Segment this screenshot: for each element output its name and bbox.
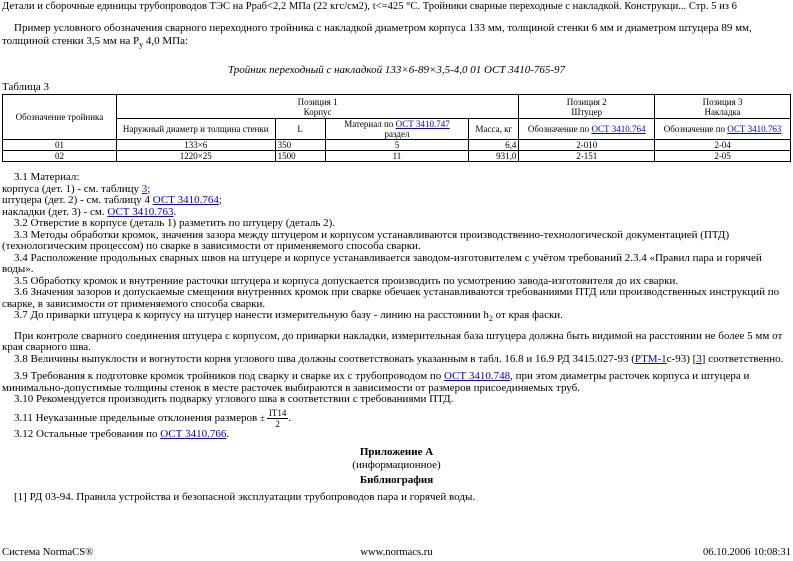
table-header-row-2 [3,119,791,140]
item-3-8 [2,354,793,366]
header-position-2 [519,95,655,119]
cell-mass: 6,4 [469,140,519,151]
header-designation-pos2 [519,119,655,140]
bibliography-entry-1: [1] РД 03-94. Правила устройства и безопасной эксплуатации трубопроводов пара и горячей воды. [14,491,476,504]
intro-subscript: у [139,40,144,50]
item-3-1-c-text: накладки (дет. 3) - см. [2,205,108,218]
item-3-7-subscript: 2 [488,314,493,324]
header-title: Детали и сборочные единицы трубопроводов ТЭС на Рраб<2,2 МПа (22 кгс/см2), t<=425 °С. Тройники сварные переходные с накладкой. Конструкци... [2,1,687,12]
page-header [2,0,791,14]
intro-paragraph-cont [0,35,793,51]
cell-length: 1500 [275,151,325,162]
ost-3410-764-link[interactable]: ОСТ 3410.764 [591,124,646,135]
header-position-1 [116,95,518,119]
item-3-12-text: 3.12 Остальные требования по [14,427,161,440]
item-3-11-text: 3.11 Неуказанные предельные отклонения размеров [14,411,258,424]
cell-position-3: 2-04 [655,140,791,151]
tolerance-numerator: IT14 [268,407,287,418]
cell-position-3: 2-05 [655,151,791,162]
header-material-label: Материал по [344,119,396,130]
ost-3410-764-text-link[interactable]: ОСТ 3410.764 [152,194,219,207]
header-length: L [275,119,325,140]
item-3-2: 3.2 Отверстие в корпусе (деталь 1) разметить по штуцеру (деталь 2). [14,217,336,230]
designation-example: Тройник переходный с накладкой 133×6-89×3,5-4,0 01 ОСТ 3410-765-97 [227,64,566,77]
footer-website: www.normacs.ru [360,547,433,558]
item-3-9-post: , при этом диаметры расточек корпуса и штуцера и минимально-допустимые толщины стенок в месте расточек выбираются в зависимости от размеров присоединяемых труб. [2,370,750,394]
ost-3410-748-link[interactable]: ОСТ 3410.748 [444,370,511,383]
table-row [3,140,791,151]
annex-subtitle: (информационное) [352,459,441,472]
item-3-9-text: 3.9 Требования к подготовке кромок тройников под сварку и сварке их с трубопроводом по [14,370,444,383]
tolerance-fraction [267,407,292,429]
header-position-2-sub: Штуцер [571,106,603,117]
reference-3-link[interactable]: 3 [696,352,702,365]
item-3-7-control [2,331,793,354]
header-position-1-label: Позиция 1 [297,96,338,107]
ost-3410-763-text-link[interactable]: ОСТ 3410.763 [107,205,174,218]
item-3-3-text: 3.3 Методы обработки кромок, значения зазора между штуцером и корпусом устанавливаются производственно-технологической документацией (ПТД) (технологическим процессом) по сварке в зависимости от применяемого способа сварки. [2,228,730,253]
item-3-4-text: 3.4 Расположение продольных сварных швов на штуцере и корпусе устанавливается заводом-изготовителем с учётом требований 2.3.4 «Правил пара и горячей воды». [2,251,762,276]
item-3-12-post: . [226,427,230,440]
document-body [0,22,793,504]
header-material-sub: раздел [384,129,410,140]
table-caption: Таблица 3 [2,81,50,94]
header-position-3 [655,95,791,119]
header-diameter: Наружный диаметр и толщина стенки [116,119,275,140]
item-3-8-text: 3.8 Величины выпуклости и вогнутости корня углового шва должны соответствовать указанным в табл. 16.8 и 16.9 РД 3415.027-93 ( [14,352,635,365]
item-3-4 [2,253,793,276]
item-3-8-post: ] соответственно. [701,352,784,365]
cell-position-2: 2-010 [519,140,655,151]
intro-text-b: толщиной стенки 3,5 мм на Р [2,35,140,47]
cell-section: 11 [325,151,469,162]
item-3-1-c-post: . [173,205,177,218]
intro-paragraph [0,22,793,35]
item-3-7 [14,310,793,325]
item-3-10: 3.10 Рекомендуется производить подварку углового шва в соответствии с требованиями ПТД. [14,393,454,406]
item-3-1-a-post: ; [147,182,151,195]
item-3-7-control-text: При контроле сварного соединения штуцера с корпусом, до приварки накладки, измерительная база штуцера должна быть видимой на расстоянии не более 5 мм от края сварного шва. [2,329,783,354]
table-header-row-1 [3,95,791,119]
item-3-8-mid: с-93) [ [666,352,697,365]
rtm-1-link[interactable]: РТМ-1 [634,352,667,365]
header-page-number: Стр. 5 из 6 [688,1,737,12]
cell-designation: 01 [3,140,117,151]
header-position-1-sub: Корпус [303,106,332,117]
header-designation-pos2-label: Обозначение по [527,124,592,135]
header-mass: Масса, кг [469,119,519,140]
cell-diameter: 133×6 [116,140,275,151]
header-designation-pos3-label: Обозначение по [663,124,728,135]
item-3-3 [2,230,793,253]
tolerance-denominator: 2 [275,418,280,429]
item-3-12 [14,429,793,441]
spec-table [2,94,791,162]
item-3-9 [2,371,793,394]
cell-mass: 931,0 [469,151,519,162]
annex-title: Приложение А [359,446,434,459]
bibliography-heading: Библиография [359,474,434,487]
footer-system: Система NormaCS® [2,547,94,558]
item-3-1-b-text: штуцера (дет. 2) - см. таблицу 4 [2,194,153,207]
ost-3410-763-link[interactable]: ОСТ 3410.763 [727,124,782,135]
item-3-11-plus-minus: ± [259,412,265,423]
intro-text-a: Пример условного обозначения сварного переходного тройника с накладкой диаметром корпуса 133 мм, толщиной стенки 6 мм и диаметром штуцера 89 мм, [14,22,752,34]
item-3-5: 3.5 Обработку кромок и внутренние расточки штуцера и корпуса допускается производить по усмотрению завода-изготовителя до их сварки. [14,274,679,287]
ost-3410-766-link[interactable]: ОСТ 3410.766 [160,427,227,440]
ost-3410-747-link[interactable]: ОСТ 3410.747 [395,119,450,130]
header-position-3-sub: Накладка [704,106,741,117]
item-3-11-post: . [288,411,292,424]
header-material [325,119,469,140]
intro-text-c: 4,0 МПа: [143,35,189,47]
item-3-7-text: 3.7 До приварки штуцера к корпусу на штуцер нанести измерительную базу - линию на расстоянии h [14,309,489,322]
header-position-2-label: Позиция 2 [566,96,607,107]
item-3-1: 3.1 Материал: [14,171,80,184]
requirements-list [0,172,793,440]
cell-designation: 02 [3,151,117,162]
table-row [3,151,791,162]
header-designation: Обозначение тройника [3,95,117,140]
item-3-1-a-text: корпуса (дет. 1) - см. таблицу [2,182,142,195]
footer-timestamp: 06.10.2006 10:08:31 [703,547,791,558]
item-3-7-post: от края фаски. [492,309,563,322]
annex-a [0,446,793,487]
item-3-11 [14,408,793,429]
cell-diameter: 1220×25 [116,151,275,162]
cell-length: 350 [275,140,325,151]
item-3-6 [2,287,793,310]
header-designation-pos3 [655,119,791,140]
table-3-link[interactable]: 3 [141,182,148,195]
item-3-1-b-post: ; [218,194,222,207]
cell-section: 5 [325,140,469,151]
item-3-6-text: 3.6 Значения зазоров и допускаемые смещения внутренних кромок при сварке обечаек устанавливаются требованиями ПТД или производственных инструкций по сварке, в зависимости от применяемого способа сварки. [2,286,780,310]
cell-position-2: 2-151 [519,151,655,162]
header-position-3-label: Позиция 3 [702,96,743,107]
